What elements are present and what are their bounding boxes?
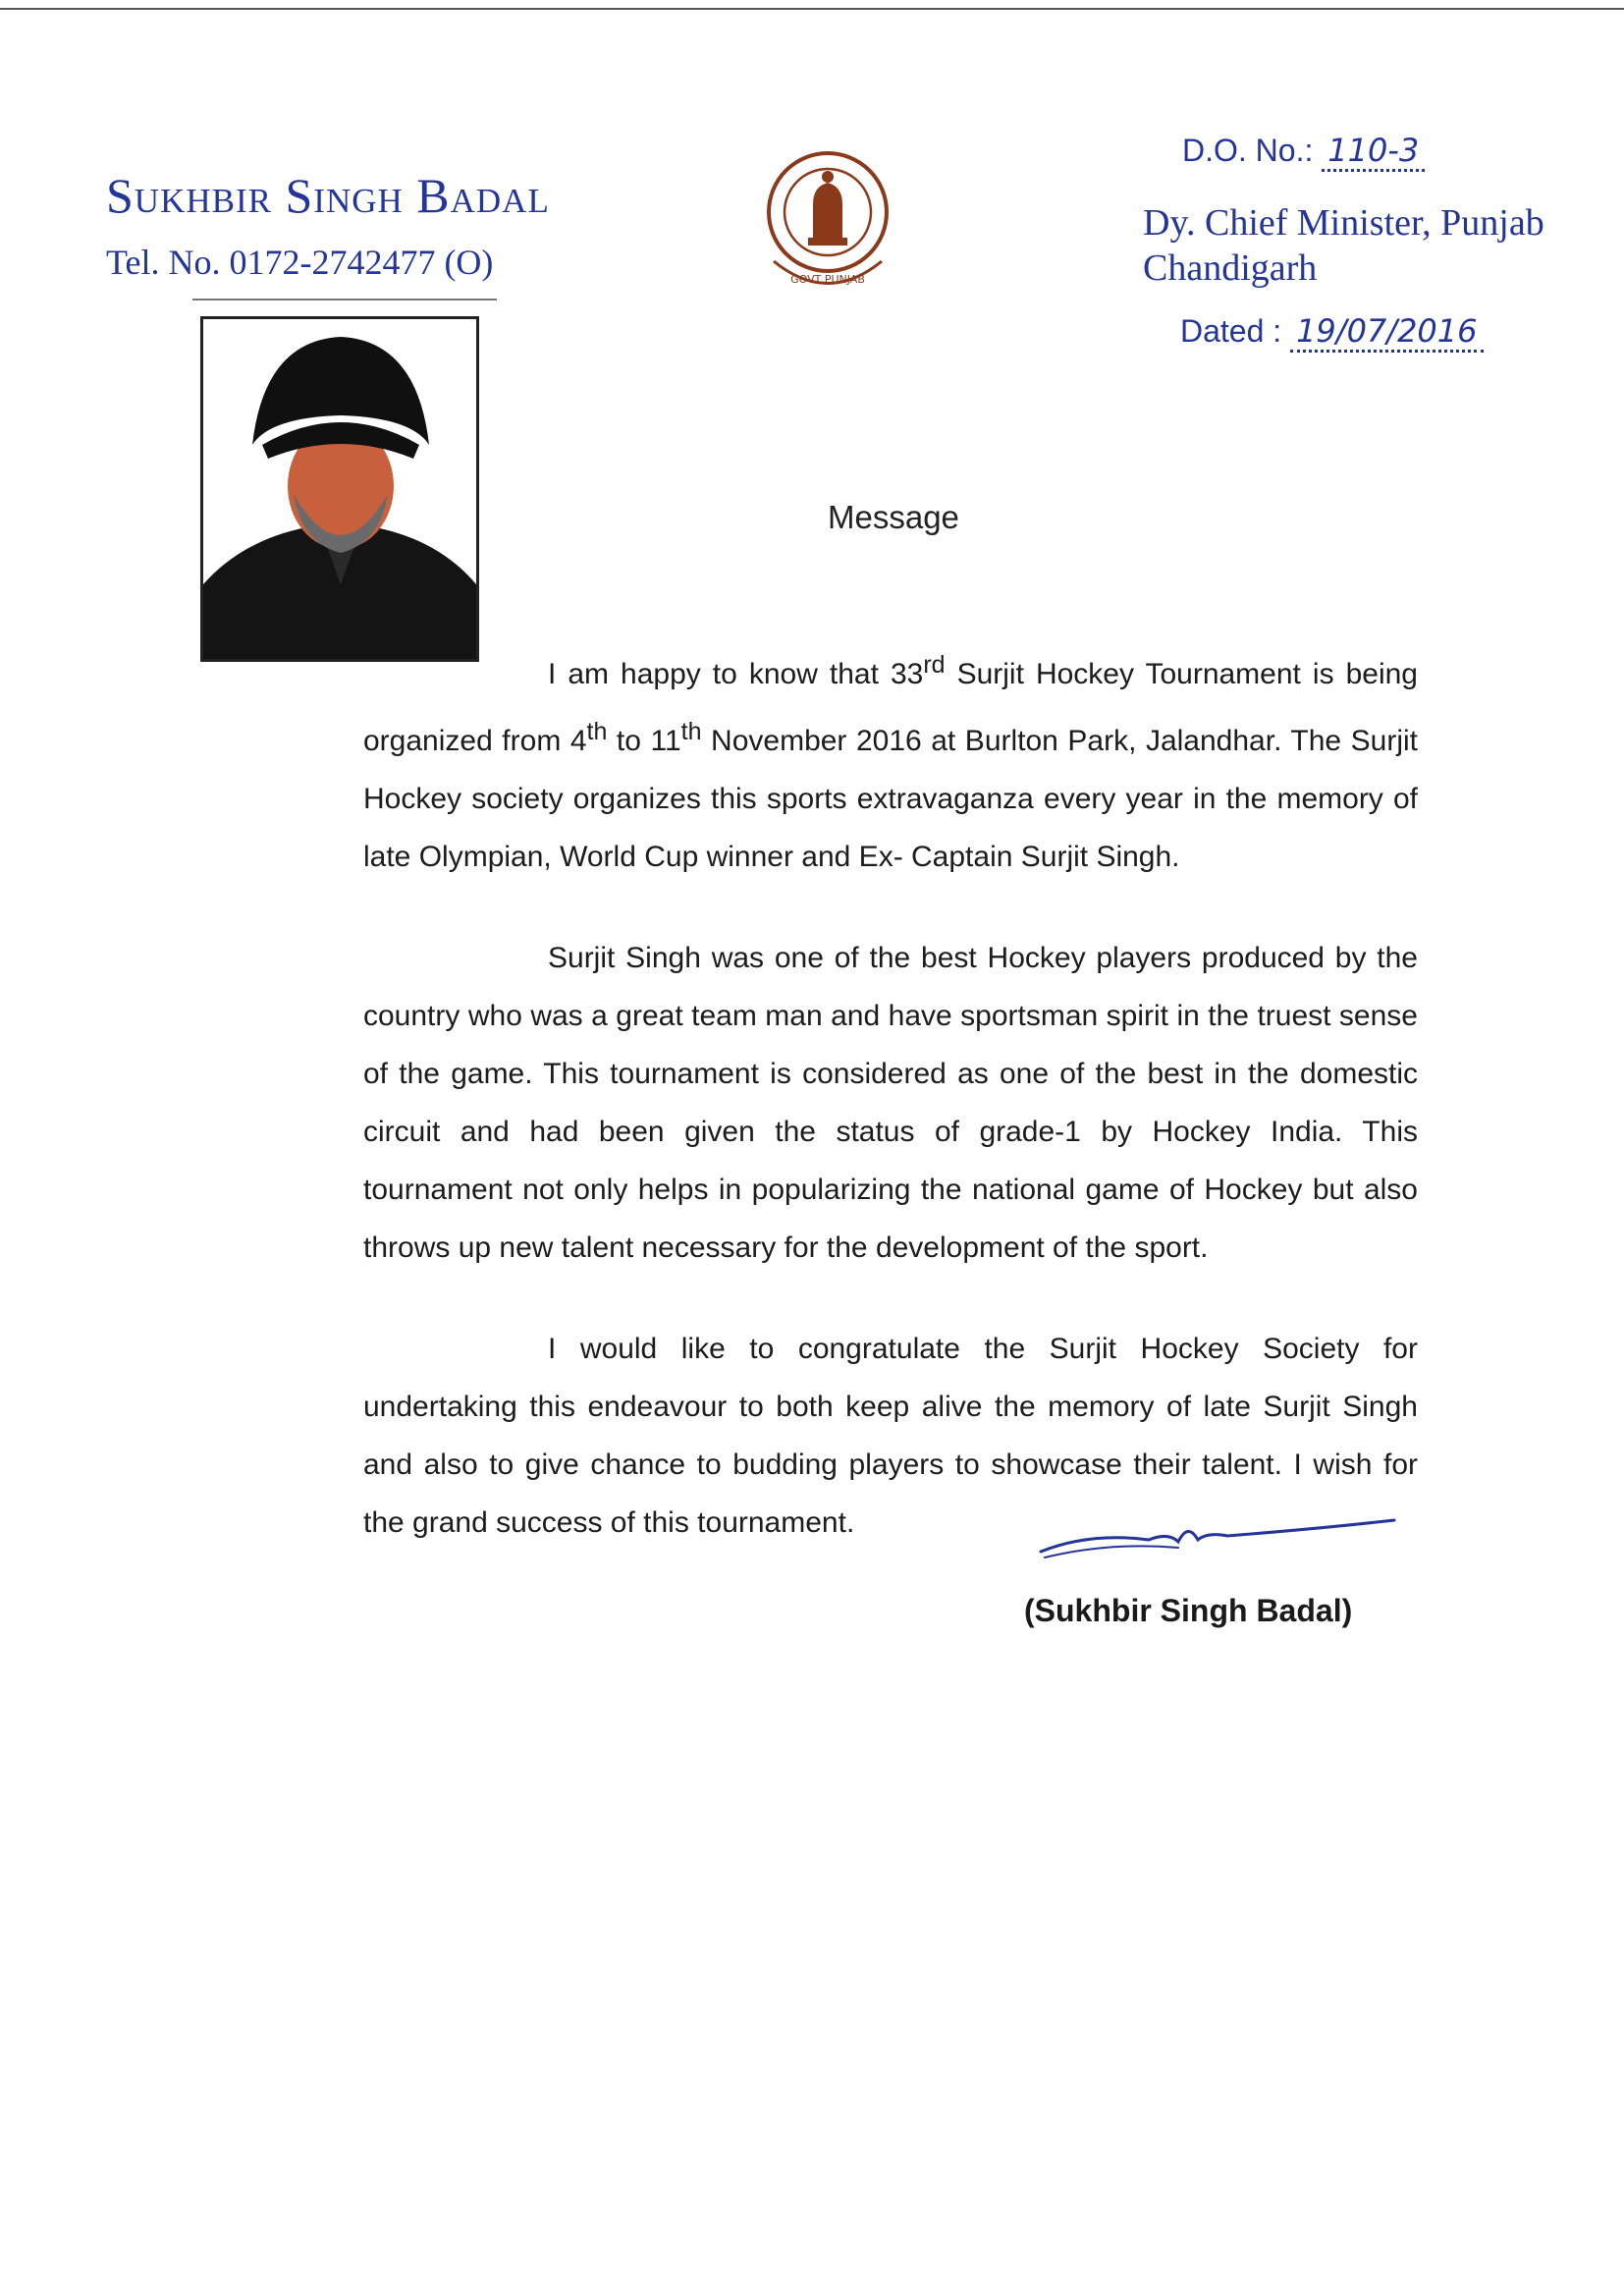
paragraph-1-text-d: November 2016 at Burlton Park, Jalandhar. The Surjit Hockey society organizes this sports extravaganza every year in the memory of late Olympian, World Cup winner and Ex- Captain Surjit Singh. [363,725,1418,873]
header-divider [192,299,497,301]
top-border-line [0,8,1624,10]
do-label: D.O. No.: [1182,133,1314,168]
office-designation: Dy. Chief Minister, Punjab [1143,202,1544,244]
message-body [363,636,1418,1595]
emblem-caption: GOVT PUNJAB [790,273,865,286]
paragraph-1-text-b: Surjit Hockey Tournament is being organized from 4 [363,658,1418,757]
do-number-line [1182,132,1425,169]
message-paragraph-2: Surjit Singh was one of the best Hockey players produced by the country who was a great team man and have sportsman spirit in the truest sense of the game. This tournament is considered as one of the best in the domestic circuit and had been given the status of grade-1 by Hockey India. This tournament not only helps in popularizing the national game of Hockey but also throws up new talent necessary for the development of the sport. [363,942,1418,1264]
ordinal-th-2: th [680,718,702,745]
dated-label: Dated : [1180,313,1282,349]
portrait-illustration [203,319,476,659]
message-heading: Message [828,499,959,535]
dated-value: 19/07/2016 [1290,312,1483,353]
sender-telephone: Tel. No. 0172-2742477 (O) [106,243,494,282]
office-location: Chandigarh [1143,247,1318,289]
ordinal-rd: rd [923,651,946,679]
dated-line [1180,312,1484,350]
office-title [1143,200,1604,291]
message-paragraph-3: I would like to congratulate the Surjit Hockey Society for undertaking this endeavour to both keep alive the memory of late Surjit Singh and also to give chance to budding players to showcase their talent. I wish for the grand success of this tournament. [363,1333,1418,1539]
paragraph-1-text-c: to 11 [607,725,681,757]
do-number: 110-3 [1322,132,1425,172]
handwritten-signature [1031,1503,1404,1571]
message-paragraph-1 [363,636,1418,886]
paragraph-1-text-a: I am happy to know that 33 [548,658,924,690]
ordinal-th-1: th [586,718,608,745]
state-emblem-seal [754,143,901,301]
sender-name: Sukhbir Singh Badal [106,168,550,223]
portrait-photo [200,316,479,662]
signatory-name: (Sukhbir Singh Badal) [1024,1593,1353,1628]
